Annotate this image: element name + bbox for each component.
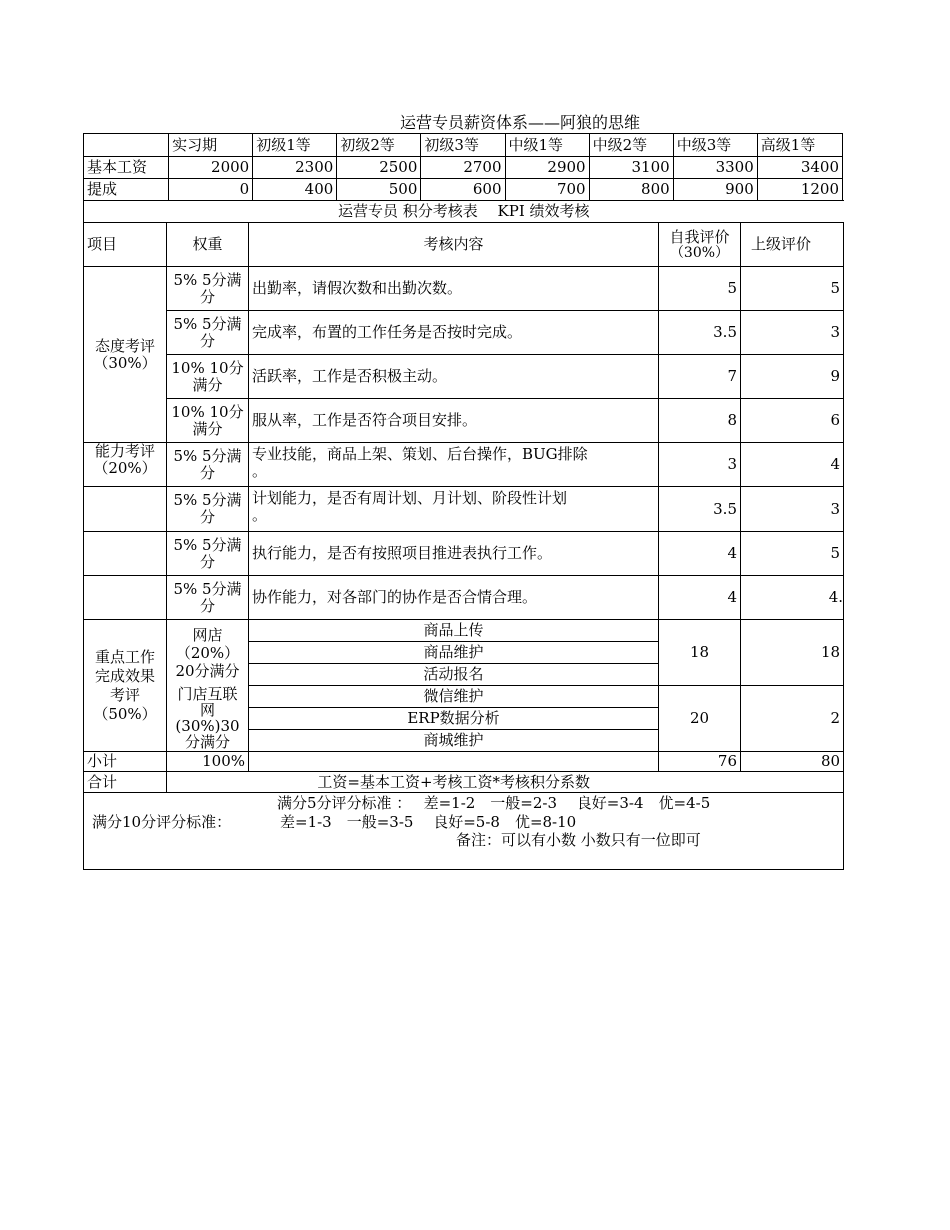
- salary-cell: 800: [589, 179, 673, 201]
- superior-score: 3: [741, 311, 844, 355]
- level-header: 初级1等: [253, 134, 337, 157]
- salary-cell: 2300: [253, 157, 337, 179]
- salary-table: [83, 133, 843, 201]
- weight-text: 满分: [192, 375, 223, 394]
- weight-text: 分: [199, 596, 215, 615]
- kpi-title: 运营专员 积分考核表 KPI 绩效考核: [84, 201, 844, 223]
- header-self-sub: （30%）: [669, 244, 730, 261]
- key-work-label: 考评: [109, 685, 140, 704]
- row-label: 基本工资: [84, 157, 169, 179]
- self-score: 18: [659, 620, 741, 686]
- work-item: 活动报名: [249, 664, 659, 686]
- salary-cell: 2700: [421, 157, 505, 179]
- weight-cell: [167, 532, 249, 576]
- weight-text: 5% 5分满: [173, 491, 242, 509]
- superior-score: 6: [741, 399, 844, 443]
- weight-text: 满分: [192, 419, 223, 438]
- superior-score: 4.: [741, 576, 844, 620]
- weight-text: 网店: [192, 625, 223, 644]
- weight-text: 分满分: [184, 732, 230, 751]
- total-empty: [741, 772, 844, 793]
- kpi-row: [84, 532, 844, 576]
- key-work-weight-cell: [167, 686, 249, 752]
- salary-cell: 3300: [673, 157, 757, 179]
- header-item: 项目: [84, 223, 167, 267]
- content-text: 。: [252, 462, 268, 480]
- header-weight: 权重: [167, 223, 249, 267]
- subtotal-row: [84, 752, 844, 772]
- notes-cell: [84, 793, 844, 870]
- level-header: 实习期: [169, 134, 253, 157]
- level-header: 初级2等: [337, 134, 421, 157]
- content-cell: 活跃率，工作是否积极主动。: [249, 355, 659, 399]
- self-score: 4: [659, 576, 741, 620]
- weight-text: 网: [199, 700, 215, 719]
- weight-cell: [167, 355, 249, 399]
- level-header: 中级2等: [589, 134, 673, 157]
- subtotal-superior: 80: [741, 752, 844, 772]
- weight-text: 10% 10分: [171, 358, 244, 377]
- superior-score: 3: [741, 487, 844, 532]
- attitude-label-cell: [84, 267, 167, 443]
- salary-header-empty: [84, 134, 169, 157]
- content-cell: 服从率，工作是否符合项目安排。: [249, 399, 659, 443]
- empty-label-cell: [84, 487, 167, 532]
- kpi-title-row: [84, 201, 844, 223]
- weight-text: 5% 5分满: [173, 270, 242, 289]
- subtotal-empty: [249, 752, 659, 772]
- weight-text: 分: [199, 463, 215, 482]
- key-work-weight-cell: [167, 620, 249, 686]
- notes-row: [84, 793, 844, 870]
- salary-cell: 900: [673, 179, 757, 201]
- remark: 备注：可以有小数 小数只有一位即可: [456, 831, 701, 849]
- work-item: ERP数据分析: [249, 708, 659, 730]
- content-cell: 执行能力，是否有按照项目推进表执行工作。: [249, 532, 659, 576]
- total-formula: 工资=基本工资+考核工资*考核积分系数: [167, 772, 741, 793]
- base-salary-row: [84, 157, 843, 179]
- kpi-header-row: [84, 223, 844, 267]
- level-header: 高级1等: [757, 134, 842, 157]
- five-point-standard: 满分5分评分标准 ： 差=1-2 一般=2-3 良好=3-4 优=4-5: [277, 794, 711, 812]
- content-text: 专业技能，商品上架、策划、后台操作，BUG排除: [252, 445, 588, 463]
- self-score: 3.5: [659, 487, 741, 532]
- work-item: 商品上传: [249, 620, 659, 642]
- salary-cell: 2900: [505, 157, 589, 179]
- key-work-label: 完成效果: [94, 666, 155, 685]
- ability-label-sub: （20%）: [93, 459, 157, 477]
- key-work-label: （50%）: [93, 704, 157, 723]
- weight-text: 分: [199, 287, 215, 306]
- salary-header-row: [84, 134, 843, 157]
- self-score: 4: [659, 532, 741, 576]
- empty-label-cell: [84, 532, 167, 576]
- weight-cell: [167, 576, 249, 620]
- header-self-label: 自我评价: [669, 227, 730, 246]
- salary-cell: 600: [421, 179, 505, 201]
- commission-row: [84, 179, 843, 201]
- weight-text: 分: [199, 331, 215, 350]
- self-score: 3: [659, 443, 741, 487]
- salary-cell: 500: [337, 179, 421, 201]
- kpi-row: [84, 576, 844, 620]
- total-row: [84, 772, 844, 793]
- superior-score: 18: [741, 620, 844, 686]
- content-cell: 完成率，布置的工作任务是否按时完成。: [249, 311, 659, 355]
- salary-cell: 400: [253, 179, 337, 201]
- level-header: 中级1等: [505, 134, 589, 157]
- kpi-row: [84, 399, 844, 443]
- salary-cell: 0: [169, 179, 253, 201]
- work-item: 微信维护: [249, 686, 659, 708]
- weight-text: (30%)30: [175, 716, 240, 735]
- salary-cell: 3400: [757, 157, 842, 179]
- key-work-label-cell: [84, 620, 167, 752]
- weight-text: 5% 5分满: [173, 446, 242, 465]
- weight-cell: [167, 399, 249, 443]
- kpi-row: [84, 311, 844, 355]
- weight-text: 分: [199, 552, 215, 571]
- weight-text: 5% 5分满: [173, 535, 242, 554]
- salary-cell: 1200: [757, 179, 842, 201]
- superior-score: 2: [741, 686, 844, 752]
- ability-label-cell: [84, 443, 167, 487]
- level-header: 初级3等: [421, 134, 505, 157]
- salary-title: 运营专员薪资体系——阿狼的思维: [399, 113, 640, 132]
- subtotal-self: 76: [659, 752, 741, 772]
- weight-text: 10% 10分: [171, 402, 244, 421]
- ability-label: 能力考评: [94, 442, 155, 460]
- self-score: 5: [659, 267, 741, 311]
- salary-cell: 700: [505, 179, 589, 201]
- kpi-row: [84, 267, 844, 311]
- subtotal-label: 小计: [84, 752, 167, 772]
- weight-cell: [167, 487, 249, 532]
- kpi-row: [84, 355, 844, 399]
- superior-score: 5: [741, 532, 844, 576]
- work-item: 商城维护: [249, 730, 659, 752]
- weight-text: 5% 5分满: [173, 314, 242, 333]
- weight-text: 5% 5分满: [173, 579, 242, 598]
- content-cell: [249, 487, 659, 532]
- header-content: 考核内容: [249, 223, 659, 267]
- self-score: 8: [659, 399, 741, 443]
- salary-cell: 3100: [589, 157, 673, 179]
- attitude-label: 态度考评: [94, 336, 155, 355]
- content-text: 计划能力，是否有周计划、月计划、阶段性计划: [252, 489, 568, 507]
- table-clip-area: [83, 0, 844, 1230]
- content-cell: [249, 443, 659, 487]
- content-cell: 出勤率，请假次数和出勤次数。: [249, 267, 659, 311]
- salary-cell: 2000: [169, 157, 253, 179]
- empty-label-cell: [84, 576, 167, 620]
- key-work-row: [84, 620, 844, 642]
- weight-cell: [167, 443, 249, 487]
- weight-cell: [167, 267, 249, 311]
- key-work-label: 重点工作: [94, 647, 155, 666]
- key-work-row: [84, 686, 844, 708]
- salary-cell: 2500: [337, 157, 421, 179]
- header-superior: 上级评价: [741, 223, 844, 267]
- self-score: 3.5: [659, 311, 741, 355]
- kpi-table: [83, 200, 844, 870]
- weight-text: 门店互联: [177, 684, 238, 703]
- weight-text: （20%）: [175, 643, 240, 662]
- superior-score: 4: [741, 443, 844, 487]
- attitude-label-sub: （30%）: [93, 353, 157, 372]
- self-score: 7: [659, 355, 741, 399]
- ten-point-standard: 差=1-3 一般=3-5 良好=5-8 优=8-10: [280, 813, 577, 831]
- weight-text: 分: [199, 508, 215, 526]
- header-self: [659, 223, 741, 267]
- self-score: 20: [659, 686, 741, 752]
- content-text: 。: [252, 506, 268, 524]
- total-label: 合计: [84, 772, 167, 793]
- superior-score: 9: [741, 355, 844, 399]
- work-item: 商品维护: [249, 642, 659, 664]
- kpi-row: [84, 443, 844, 487]
- ten-point-label: 满分10分评分标准：: [92, 813, 232, 831]
- weight-cell: [167, 311, 249, 355]
- level-header: 中级3等: [673, 134, 757, 157]
- subtotal-weight: 100%: [167, 752, 249, 772]
- superior-score: 5: [741, 267, 844, 311]
- row-label: 提成: [84, 179, 169, 201]
- kpi-row: [84, 487, 844, 532]
- weight-text: 20分满分: [175, 661, 240, 680]
- content-cell: 协作能力，对各部门的协作是否合情合理。: [249, 576, 659, 620]
